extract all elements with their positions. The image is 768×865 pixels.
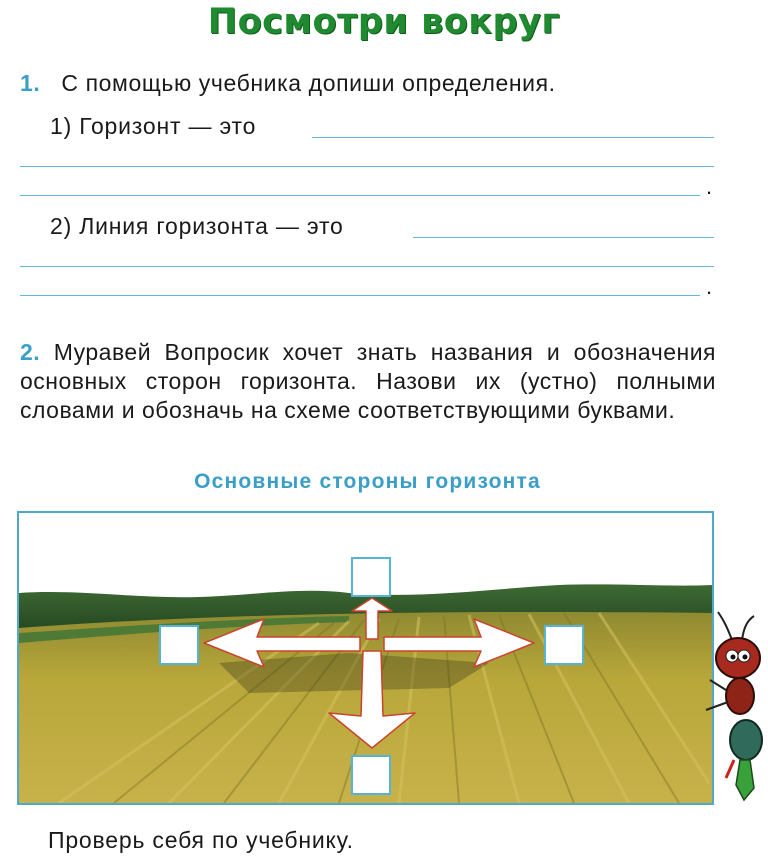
answer-line-2b[interactable] [20, 266, 714, 267]
check-instruction: Проверь себя по учебнику. [48, 827, 354, 853]
end-dot-1: . [706, 174, 713, 199]
answer-line-2a[interactable] [413, 237, 714, 238]
answer-line-1b[interactable] [20, 166, 714, 167]
task2-number: 2. [20, 339, 41, 365]
answer-line-1c[interactable] [20, 195, 700, 196]
task1-text: С помощью учебника допиши определения. [61, 70, 556, 96]
direction-box-east[interactable] [545, 626, 583, 664]
end-dot-2: . [706, 274, 713, 299]
answer-line-1a[interactable] [312, 137, 714, 138]
definition-2-label: 2) Линия горизонта — это [50, 213, 344, 239]
task1-number: 1. [20, 70, 41, 96]
horizon-diagram [19, 513, 712, 803]
task2-prompt [20, 338, 716, 425]
answer-line-2c[interactable] [20, 295, 700, 296]
task1-prompt [20, 70, 556, 97]
page-title: Посмотри вокруг [207, 2, 561, 42]
diagram-caption: Основные стороны горизонта [194, 470, 541, 493]
direction-box-west[interactable] [160, 626, 198, 664]
direction-box-south[interactable] [352, 756, 390, 794]
definition-1-label: 1) Горизонт — это [50, 113, 257, 139]
ant-character-icon [700, 610, 768, 810]
direction-box-north[interactable] [352, 558, 390, 596]
task2-text: Муравей Вопросик хочет знать названия и обозначения основных сторон горизонта. Назови их (устно) полными словами и обозначь на схеме соответствующими буквами. [20, 339, 716, 423]
horizon-photo [17, 511, 714, 805]
